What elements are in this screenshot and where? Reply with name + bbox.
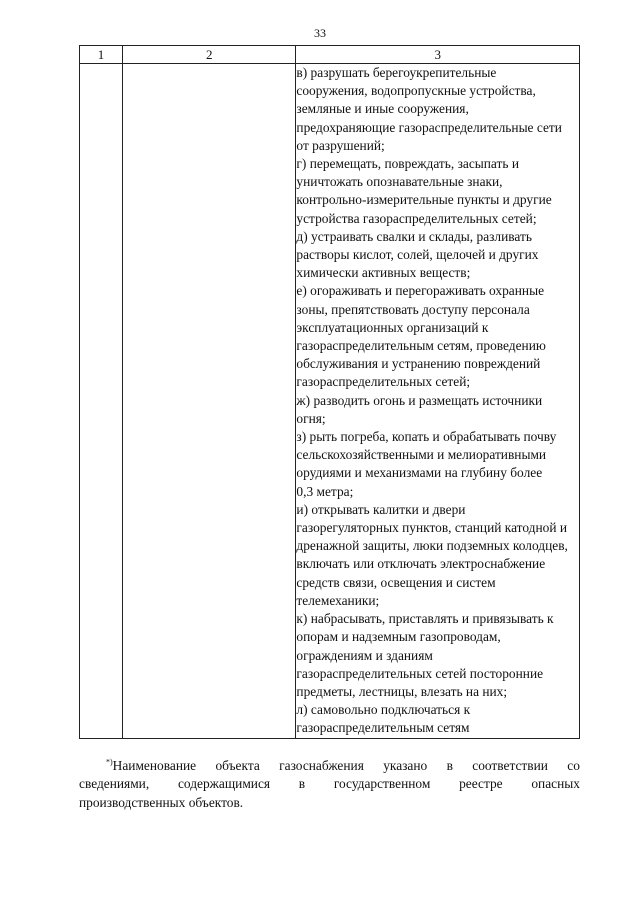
table-cell-text-line: растворы кислот, солей, щелочей и других	[296, 247, 539, 263]
footnote-word	[106, 757, 196, 775]
footnote-marker: *)	[106, 757, 113, 767]
table-cell-text-line: земляные и иные сооружения,	[296, 101, 469, 117]
footnote-line-2	[79, 775, 580, 793]
page-number: 33	[314, 26, 326, 40]
table-header-col-3: 3	[296, 46, 580, 64]
table-cell-text-line: эксплуатационных организаций к	[296, 319, 489, 335]
table-cell-text-line: сооружения, водопропускные устройства,	[296, 83, 536, 99]
footnote-word: указано	[383, 758, 428, 773]
footnote-word: в	[298, 776, 306, 792]
table-cell-text-line: химически активных веществ;	[296, 265, 471, 281]
table-cell-text-line: от разрушений;	[296, 137, 385, 153]
table-cell-col-3	[296, 64, 580, 739]
table-cell-text-line: газорегуляторных пунктов, станций катодной и	[296, 520, 568, 536]
table-cell-text-line: д) устраивать свалки и склады, разливать	[296, 228, 532, 244]
table-cell-text-line: орудиями и механизмами на глубину более	[296, 465, 543, 481]
footnote-line-3: производственных объектов.	[79, 794, 244, 810]
footnote-word: государственном	[333, 776, 431, 792]
table-cell-col-1	[80, 64, 123, 739]
table-row	[80, 64, 580, 739]
table-cell-text-line: 0,3 метра;	[296, 483, 354, 499]
table-cell-text-line: ограждениям и зданиям	[296, 647, 433, 663]
table-cell-text-line: обслуживания и устранению повреждений	[296, 356, 541, 372]
document-table	[79, 45, 580, 739]
table-cell-text-line: газораспределительных сетей посторонние	[296, 665, 544, 681]
table-cell-text-line: дренажной защиты, люки подземных колодцев,	[296, 538, 568, 554]
table-cell-text-line: зоны, препятствовать доступу персонала	[296, 301, 530, 317]
table-cell-text-line: к) набрасывать, приставлять и привязывать к	[296, 611, 554, 627]
footnote-word: сведениями,	[79, 776, 150, 792]
footnote-word: содержащимися	[177, 776, 271, 792]
table-cell-text-line: сельскохозяйственными и мелиоративными	[296, 447, 547, 463]
table-cell-text-line: включать или отключать электроснабжение	[296, 556, 546, 572]
table-cell-text-line: и) открывать калитки и двери	[296, 501, 466, 517]
table-cell-text-line: ж) разводить огонь и размещать источники	[296, 392, 543, 408]
table-cell-text-line: газораспределительным сетям, проведению	[296, 338, 546, 354]
table-cell-text-line: г) перемещать, повреждать, засыпать и	[296, 156, 519, 172]
footnote-word: со	[567, 758, 580, 773]
table-cell-text-line: уничтожать опознавательные знаки,	[296, 174, 503, 190]
footnote-word-text: Наименование	[112, 758, 197, 773]
footnote-word: реестре	[459, 776, 503, 792]
footnote-line-1	[79, 757, 580, 775]
footnote-word: объекта	[215, 758, 260, 773]
footnote-word: газоснабжения	[279, 758, 364, 773]
table-cell-col-2	[123, 64, 296, 739]
table-cell-text-line: опорам и надземным газопроводам,	[296, 629, 501, 645]
table-cell-text-line: огня;	[296, 410, 326, 426]
table-cell-text-line: газораспределительных сетей;	[296, 374, 471, 390]
table-cell-text-line: предохраняющие газораспределительные сети	[296, 119, 562, 135]
table-cell-text-line: в) разрушать берегоукрепительные	[296, 65, 497, 80]
table-cell-text-line: телемеханики;	[296, 592, 380, 608]
table-cell-text-line: предметы, лестницы, влезать на них;	[296, 683, 508, 699]
table-cell-text-line: средств связи, освещения и систем	[296, 574, 496, 590]
footnote	[79, 757, 580, 812]
table-cell-text-line: е) огораживать и перегораживать охранные	[296, 283, 545, 299]
table-cell-text-line: контрольно-измерительные пункты и другие	[296, 192, 552, 208]
footnote-word: опасных	[531, 776, 580, 792]
footnote-word: соответствии	[472, 758, 548, 773]
table-cell-text-line: з) рыть погреба, копать и обрабатывать почву	[296, 429, 557, 445]
table-cell-text-line: устройства газораспределительных сетей;	[296, 210, 537, 226]
table-cell-text-line: л) самовольно подключаться к	[296, 702, 471, 718]
table-header-col-2: 2	[123, 46, 296, 64]
table-cell-text-line: газораспределительным сетям	[296, 720, 470, 736]
table-header-row	[80, 46, 580, 64]
footnote-word: в	[446, 758, 453, 773]
table-header-col-1: 1	[80, 46, 123, 64]
